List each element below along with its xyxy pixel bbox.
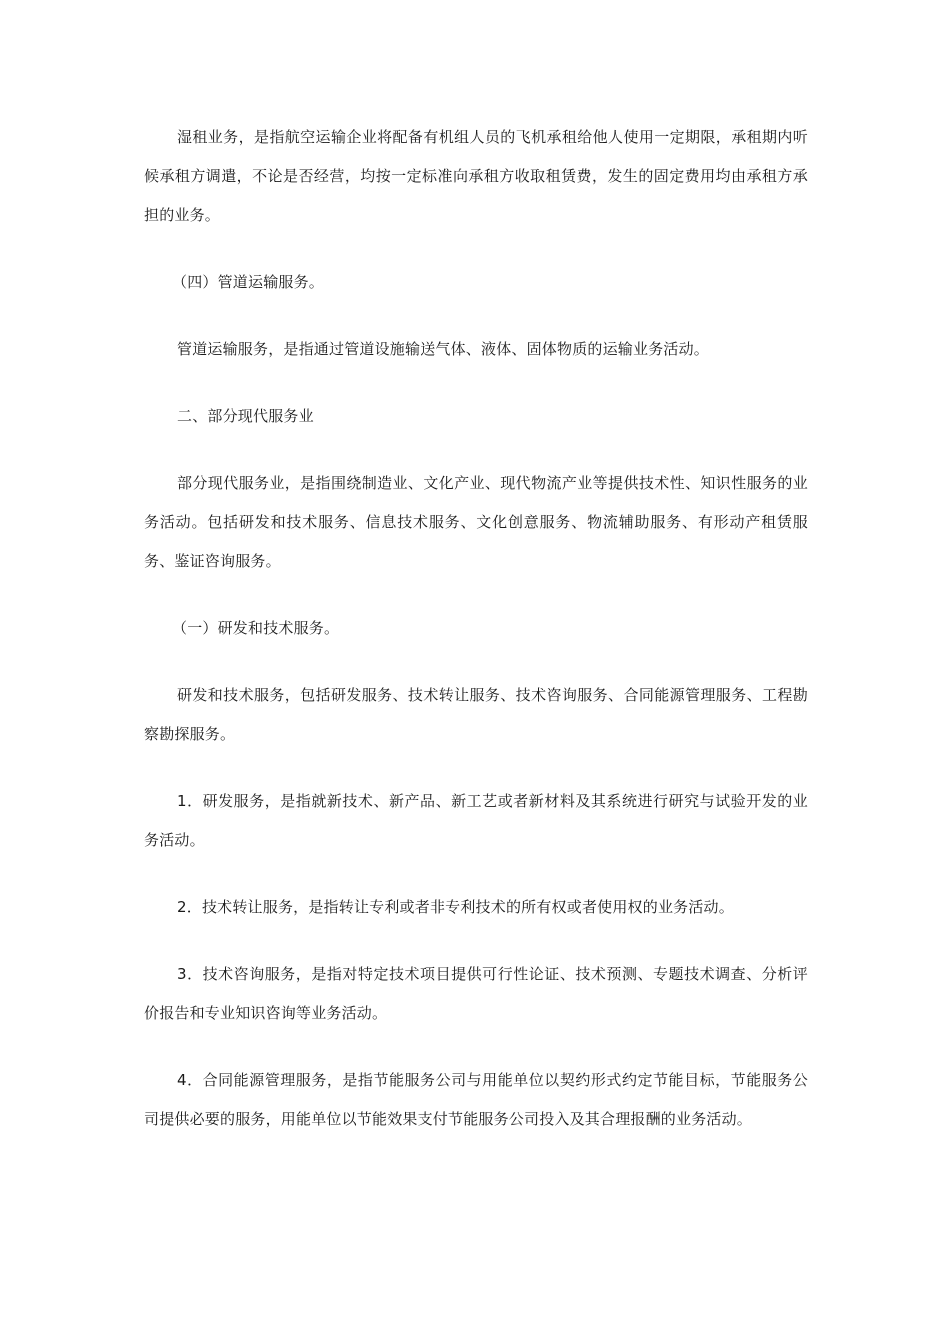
section-heading-modern-services: 二、部分现代服务业: [177, 407, 314, 425]
document-body: [144, 118, 808, 1167]
list-item-rd-service: 1．研发服务，是指就新技术、新产品、新工艺或者新材料及其系统进行研究与试验开发的业务活动。: [144, 792, 808, 849]
list-item-tech-consulting: 3．技术咨询服务，是指对特定技术项目提供可行性论证、技术预测、专题技术调查、分析评价报告和专业知识咨询等业务活动。: [144, 965, 808, 1022]
paragraph-pipeline: 管道运输服务，是指通过管道设施输送气体、液体、固体物质的运输业务活动。: [177, 340, 710, 358]
list-item-tech-transfer: 2．技术转让服务，是指转让专利或者非专利技术的所有权或者使用权的业务活动。: [177, 898, 734, 916]
paragraph-wet-lease: 湿租业务，是指航空运输企业将配备有机组人员的飞机承租给他人使用一定期限，承租期内听候承租方调遣，不论是否经营，均按一定标准向承租方收取租赁费，发生的固定费用均由承租方承担的业务。: [144, 128, 808, 224]
list-item-energy-management: 4．合同能源管理服务，是指节能服务公司与用能单位以契约形式约定节能目标，节能服务公司提供必要的服务，用能单位以节能效果支付节能服务公司投入及其合理报酬的业务活动。: [144, 1071, 808, 1128]
section-heading-pipeline: （四）管道运输服务。: [172, 273, 325, 291]
section-heading-rd: （一）研发和技术服务。: [172, 619, 340, 637]
paragraph-modern-services: 部分现代服务业，是指围绕制造业、文化产业、现代物流产业等提供技术性、知识性服务的业务活动。包括研发和技术服务、信息技术服务、文化创意服务、物流辅助服务、有形动产租赁服务、鉴证咨询服务。: [144, 474, 808, 570]
paragraph-rd: 研发和技术服务，包括研发服务、技术转让服务、技术咨询服务、合同能源管理服务、工程勘察勘探服务。: [144, 686, 808, 743]
